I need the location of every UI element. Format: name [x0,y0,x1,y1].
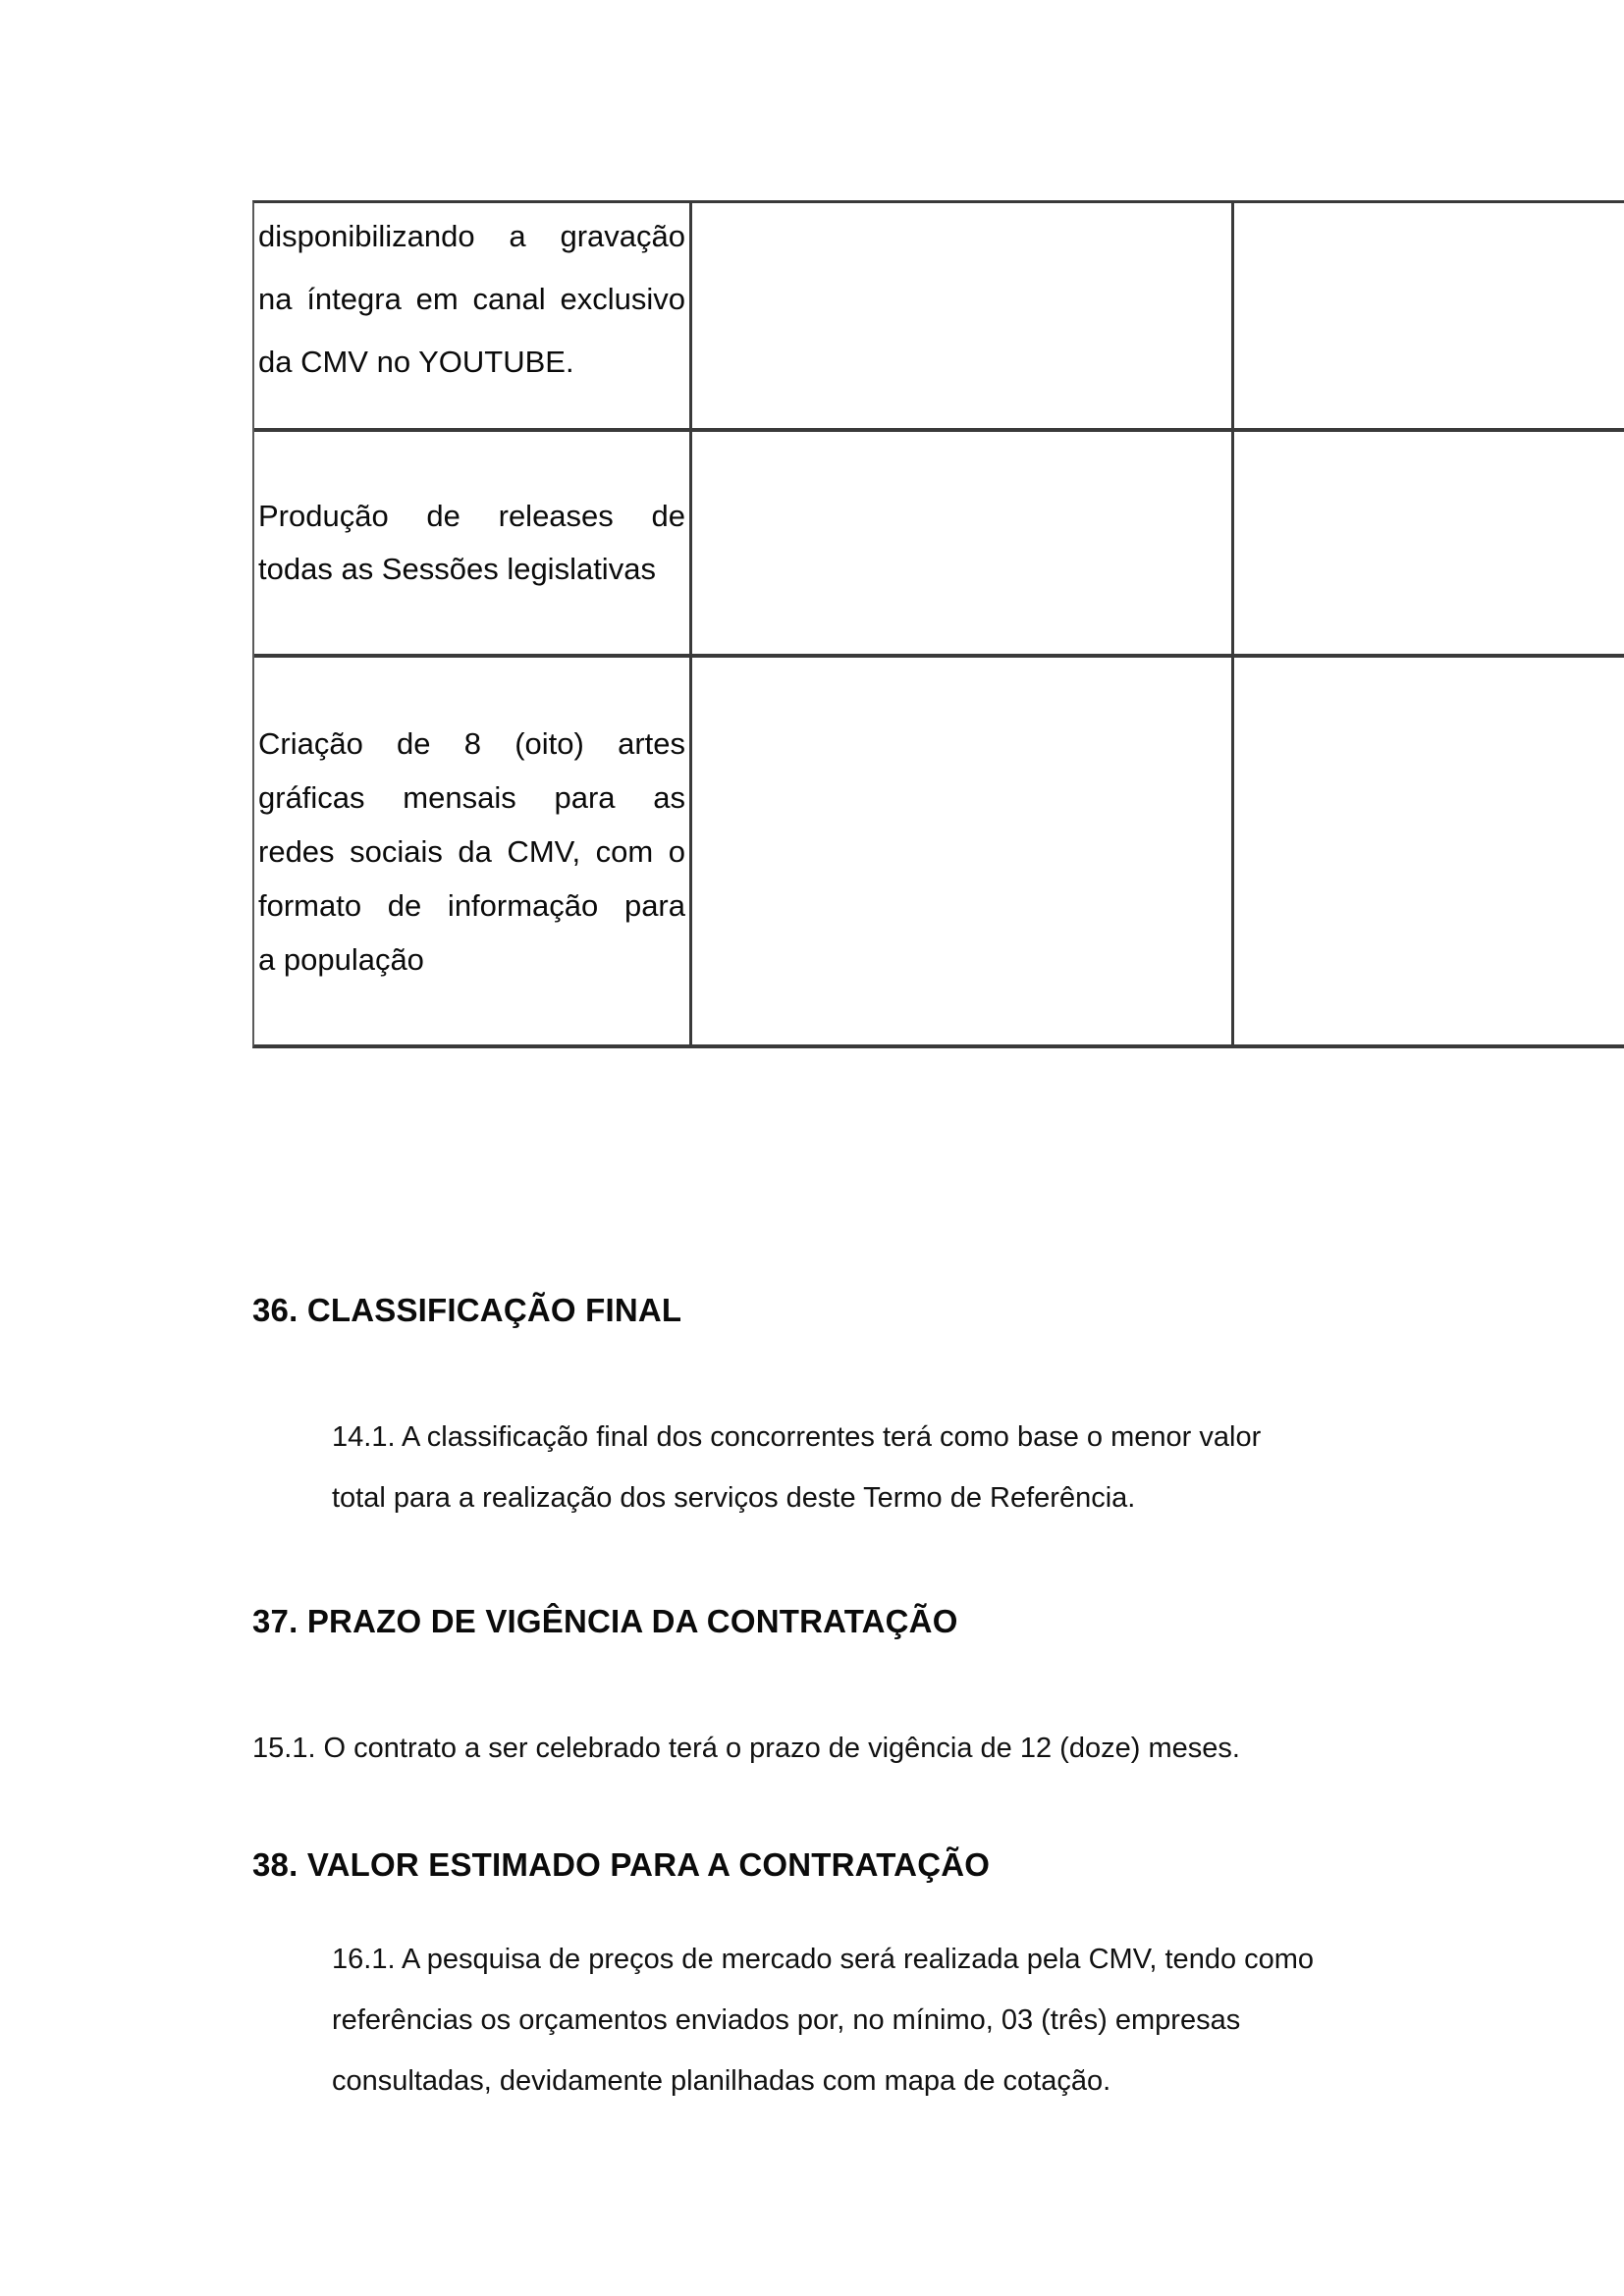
table-cell-empty [1234,203,1624,428]
cell-text-line: na íntegra em canal exclusivo [258,282,685,316]
cell-text-line: da CMV no YOUTUBE. [258,345,574,379]
paragraph-line: 14.1. A classificação final dos concorrentes terá como base o menor valor [332,1421,1262,1453]
table-cell-empty [692,658,1234,1044]
paragraph-line: consultadas, devidamente planilhadas com mapa de cotação. [332,2065,1111,2097]
table-cell-empty [692,432,1234,654]
cell-text-line: disponibilizando a gravação [258,219,685,253]
section-heading-38-valor-estimado: 38. VALOR ESTIMADO PARA A CONTRATAÇÃO [252,1846,991,1883]
paragraph-14-1 [332,1407,1261,1528]
cell-text-line: Produção de releases de [258,499,685,533]
cell-text-line: gráficas mensais para as [258,779,685,815]
section-heading-37-prazo-vigencia: 37. PRAZO DE VIGÊNCIA DA CONTRATAÇÃO [252,1603,958,1639]
cell-text-line: formato de informação para [258,887,685,923]
cell-text-line: todas as Sessões legislativas [258,552,656,586]
cell-text-line: Criação de 8 (oito) artes [258,725,685,761]
paragraph-15-1 [252,1718,1240,1779]
paragraph-line: referências os orçamentos enviados por, no mínimo, 03 (três) empresas [332,2004,1241,2036]
paragraph-line: total para a realização dos serviços deste Termo de Referência. [332,1482,1136,1514]
paragraph-line: 16.1. A pesquisa de preços de mercado será realizada pela CMV, tendo como [332,1944,1315,1975]
table-cell-empty [1234,432,1624,654]
cell-text-line: a população [258,941,424,977]
paragraph-16-1 [332,1929,1314,2111]
services-table [252,200,1624,1048]
table-cell-service-description [254,203,692,428]
table-row [254,658,1624,1044]
table-cell-empty [692,203,1234,428]
table-cell-empty [1234,658,1624,1044]
table-row [254,432,1624,658]
table-row [254,203,1624,432]
section-heading-36-classificacao-final: 36. CLASSIFICAÇÃO FINAL [252,1292,682,1328]
paragraph-line: 15.1. O contrato a ser celebrado terá o prazo de vigência de 12 (doze) meses. [252,1733,1240,1764]
table-cell-service-description [254,432,692,654]
cell-text-line: redes sociais da CMV, com o [258,833,685,869]
table-cell-service-description [254,658,692,1044]
